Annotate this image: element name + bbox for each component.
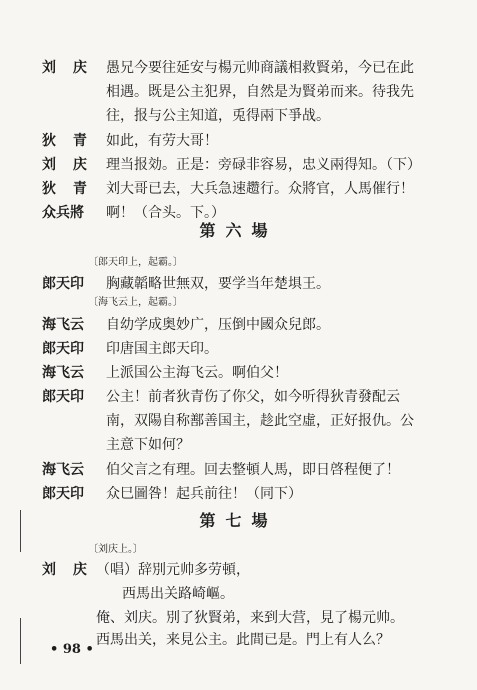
- script-line: [0, 582, 477, 606]
- script-line: [0, 409, 477, 433]
- script-line: [0, 606, 477, 630]
- script-line: [0, 458, 477, 482]
- dialogue-text: 胸藏韜略世無双，要学当年楚埧王。: [106, 276, 330, 292]
- stage-direction-line: [0, 291, 477, 315]
- speaker-name: 刘 庆: [42, 60, 93, 76]
- page-number: • 98 •: [50, 642, 94, 657]
- speaker-name: 狄 青: [42, 181, 93, 197]
- script-line: [0, 337, 477, 361]
- margin-mark: [20, 618, 21, 664]
- speaker-name: 郎天印: [42, 341, 84, 357]
- dialogue-text: 伯父言之有理。回去整頓人馬，即日啓程便了！: [106, 462, 400, 478]
- script-line: [0, 482, 477, 506]
- dialogue-continuation: 俺、刘庆。別了狄賢弟，来到大营，見了楊元帅。: [96, 610, 404, 626]
- dialogue-text: 公主！前者狄青伤了你父，如今听得狄青發配云: [106, 389, 400, 405]
- speaker-name: 海飞云: [42, 462, 84, 478]
- margin-mark: [20, 510, 21, 552]
- stage-direction: 〔刘庆上。〕: [88, 544, 143, 555]
- dialogue-text: 印唐国主郎天印。: [106, 341, 218, 357]
- speaker-name: 郎天印: [42, 389, 84, 405]
- speaker-name: 郎天印: [42, 486, 84, 502]
- script-line: [0, 104, 477, 128]
- dialogue-text: 愚兄今要往延安与楊元帅商議相救賢弟，今已在此: [106, 60, 414, 76]
- speaker-name: 众兵將: [42, 205, 84, 221]
- dialogue-continuation: 相遇。既是公主犯界，自然是为賢弟而来。待我先: [106, 84, 414, 100]
- dialogue-text: 如此，有劳大哥！: [106, 133, 218, 149]
- speaker-name: 海飞云: [42, 317, 84, 333]
- scene-heading: 第六場: [199, 221, 278, 240]
- script-line: [0, 433, 477, 457]
- speaker-name: 海飞云: [42, 365, 84, 381]
- dialogue-text: 众巳圖咎！起兵前往！（同下）: [106, 486, 302, 502]
- speaker-name: 刘 庆: [42, 157, 93, 173]
- dialogue-text: 啊！（合头。下。）: [106, 205, 225, 221]
- script-line: [0, 153, 477, 177]
- script-line: [0, 80, 477, 104]
- script-line: [0, 385, 477, 409]
- dialogue-text: 理当报効。正是：旁碌非容易，忠义兩得知。（下）: [106, 157, 421, 173]
- script-line: [0, 558, 477, 582]
- dialogue-continuation: 往，报与公主知道，兎得兩下爭战。: [106, 108, 330, 124]
- script-line: [0, 56, 477, 80]
- stage-direction: 〔郎天印上，起霸。〕: [88, 257, 183, 268]
- speaker-name: 刘 庆: [42, 562, 93, 578]
- dialogue-continuation: 南，双陽自称鄯善国主，趁此空虛，正好报仇。公: [106, 413, 414, 429]
- dialogue-continuation: 西馬出关，来見公主。此間已是。門上有人么？: [96, 632, 390, 648]
- dialogue-text: 自幼学成奥妙广，压倒中國众兒郎。: [106, 317, 330, 333]
- scene-heading: 第七場: [199, 511, 278, 530]
- script-line: [0, 313, 477, 337]
- dialogue-continuation: 主意下如何？: [106, 437, 190, 453]
- dialogue-text: 上派国公主海飞云。啊伯父！: [106, 365, 288, 381]
- script-line: [0, 129, 477, 153]
- dialogue-text: 刘大哥已去，大兵急速趱行。众將官，人馬催行！: [106, 181, 414, 197]
- verse-continuation: 西馬出关路崎嶇。: [122, 586, 234, 602]
- dialogue-text: （唱）辞別元帅多劳頓，: [96, 562, 250, 578]
- speaker-name: 狄 青: [42, 133, 93, 149]
- script-line: [0, 177, 477, 201]
- speaker-name: 郎天印: [42, 276, 84, 292]
- stage-direction: 〔海飞云上，起霸。〕: [88, 297, 183, 308]
- script-line: [0, 361, 477, 385]
